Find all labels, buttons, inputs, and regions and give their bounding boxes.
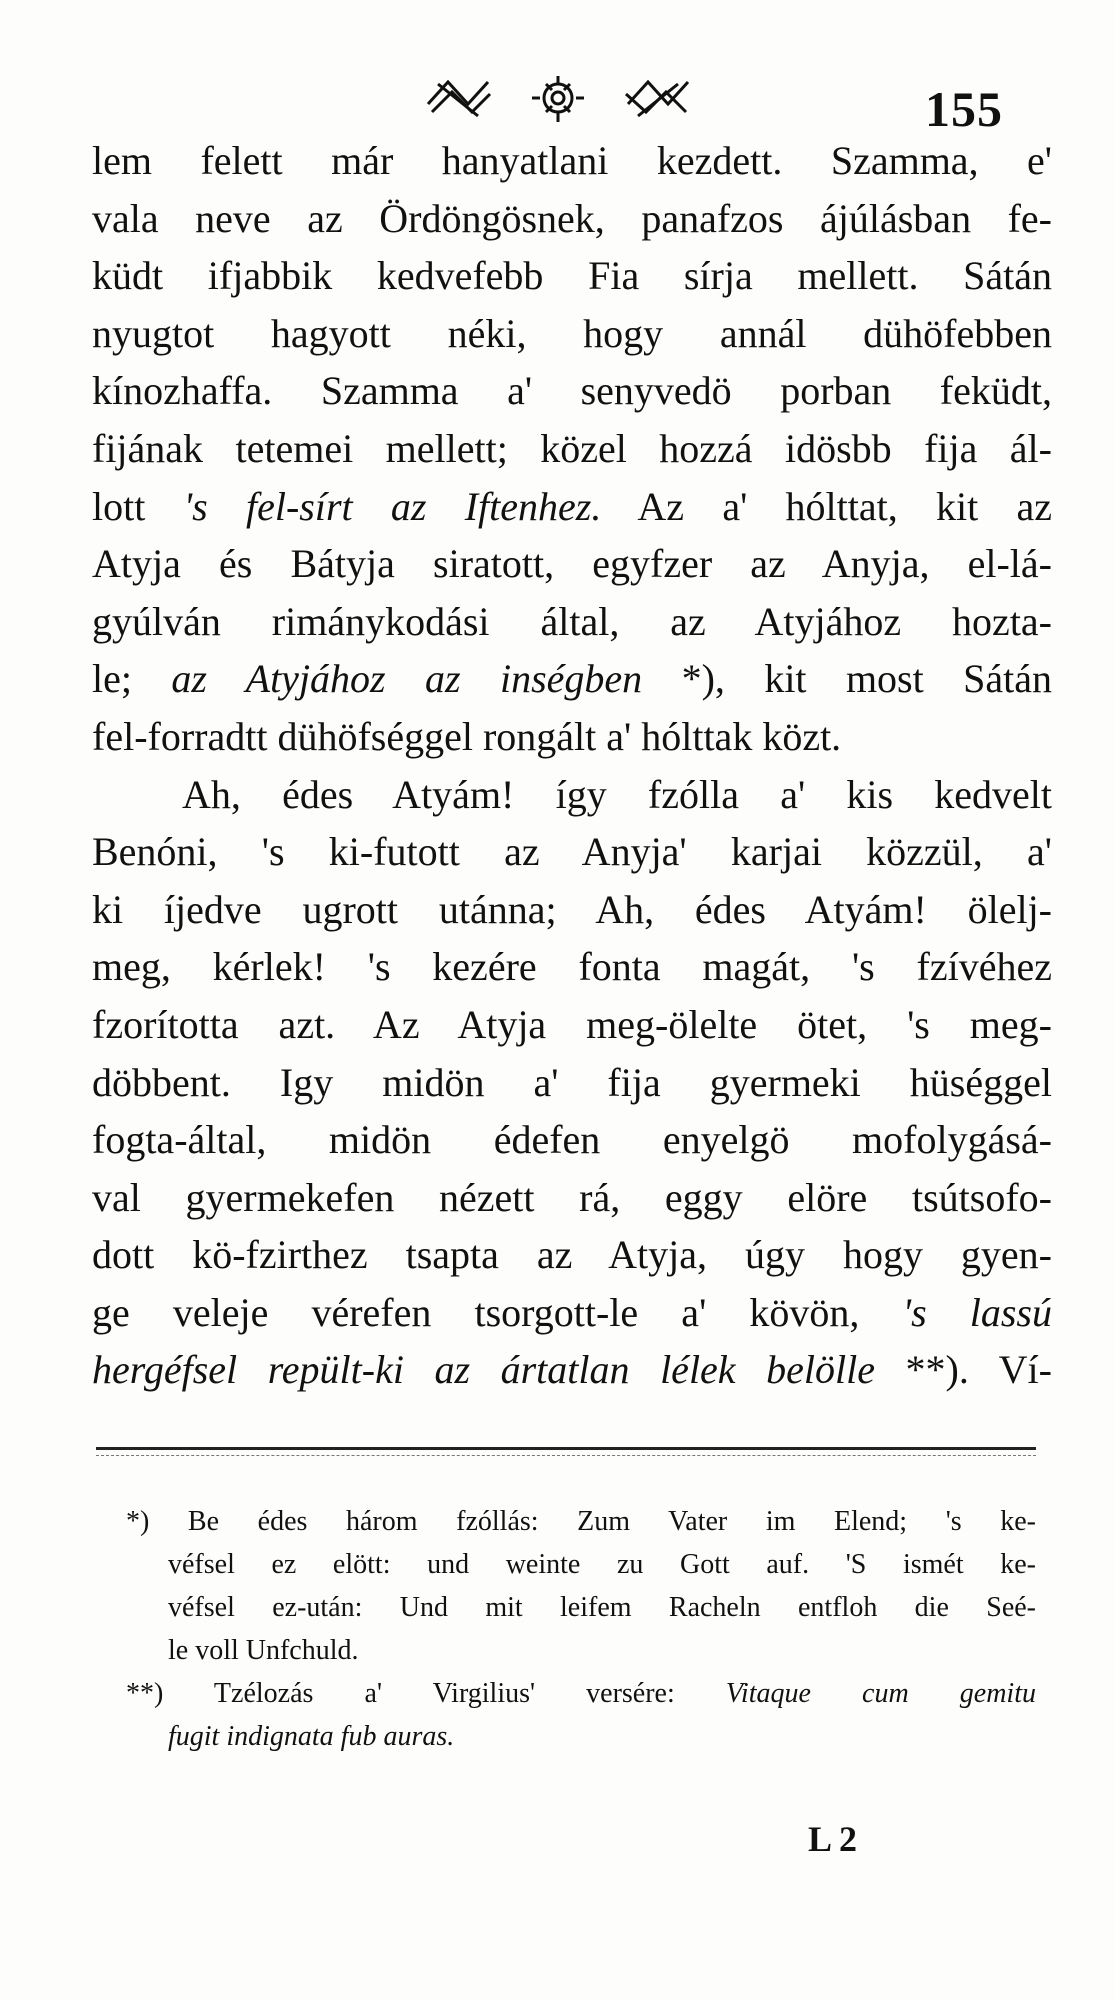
text-line: lem felett már hanyatlani kezdett. Szamma, e' <box>92 138 1052 183</box>
footnotes <box>126 1500 1036 1758</box>
footnote-line <box>126 1672 1036 1715</box>
text-segment: **). Ví- <box>874 1347 1052 1393</box>
italic-segment: Vitaque cum gemitu <box>725 1678 1036 1709</box>
text-line: küdt ifjabbik kedvefebb Fia sírja mellett. Sátán <box>92 253 1052 299</box>
text-line: gyúlván rimánykodási által, az Atyjához hozta- <box>92 598 1052 644</box>
signature-mark: L 2 <box>808 1819 858 1859</box>
text-segment: Az a' hólttat, kit az <box>601 483 1052 529</box>
paragraph-start-line: Ah, édes Atyám! így fzólla a' kis kedvelt <box>182 771 1052 817</box>
footnote-line: véfsel ez-után: Und mit leifem Racheln entfloh die Seé- <box>168 1592 1036 1623</box>
text-line: fogta-által, midön édefen enyelgö mofolygásá- <box>92 1117 1052 1163</box>
text-line <box>92 1284 1052 1342</box>
text-line: dott kö-fzirthez tsapta az Atyja, úgy hogy gyen- <box>92 1232 1052 1278</box>
footnote-divider-secondary <box>96 1455 1036 1456</box>
text-line: val gyermekefen nézett rá, eggy elöre tsútsofo- <box>92 1174 1052 1220</box>
text-segment: *), kit most Sátán <box>642 656 1053 702</box>
text-line: fzorította azt. Az Atyja meg-ölelte ötet, 's meg- <box>92 1001 1052 1047</box>
italic-segment: 's fel-sírt az Iftenhez. <box>183 483 602 529</box>
text-line: kínozhaffa. Szamma a' senyvedö porban feküdt, <box>92 368 1052 414</box>
text-line <box>92 1341 1052 1399</box>
text-line: meg, kérlek! 's kezére fonta magát, 's fzívéhez <box>92 944 1052 990</box>
footnote-line: véfsel ez elött: und weinte zu Gott auf. 'S ismét ke- <box>168 1549 1036 1580</box>
text-line <box>92 478 1052 536</box>
page-header <box>0 64 1115 137</box>
text-line: ki íjedve ugrott utánna; Ah, édes Atyám! ölelj- <box>92 886 1052 932</box>
page-number: 155 <box>925 81 1003 137</box>
text-segment: **) Tzélozás a' Virgilius' versére: <box>126 1678 726 1709</box>
footnote-divider <box>96 1447 1036 1450</box>
text-line: fel-forradtt dühöfséggel rongált a' hólttak közt. <box>92 713 842 759</box>
italic-segment: 's lassú <box>902 1289 1053 1335</box>
text-line: Atyja és Bátyja siratott, egyfzer az Anyja, el-lá- <box>92 541 1052 587</box>
text-segment: le; <box>92 656 172 702</box>
text-line: nyugtot hagyott néki, hogy annál dühöfebben <box>92 310 1052 356</box>
text-line: vala neve az Ördöngösnek, panafzos ájúlásban fe- <box>92 195 1052 241</box>
footnote-line: *) Be édes három fzóllás: Zum Vater im Elend; 's ke- <box>126 1506 1036 1537</box>
text-line: fijának tetemei mellett; közel hozzá idösbb fija ál- <box>92 425 1052 471</box>
text-segment: lott <box>92 483 184 529</box>
text-line <box>92 650 1052 708</box>
footnote-line <box>126 1715 1036 1758</box>
italic-segment: hergéfsel repült-ki az ártatlan lélek belölle <box>92 1347 875 1393</box>
text-line: Benóni, 's ki-futott az Anyja' karjai közzül, a' <box>92 829 1052 875</box>
text-segment: ge veleje vérefen tsorgott-le a' kövön, <box>92 1289 903 1335</box>
italic-segment: fugit indignata fub auras. <box>168 1721 455 1752</box>
italic-segment: az Atyjához az inségben <box>171 656 643 702</box>
footnote-line: le voll Unfchuld. <box>168 1635 359 1666</box>
text-line: döbbent. Igy midön a' fija gyermeki hüséggel <box>92 1059 1052 1105</box>
decorative-ornament-icon <box>418 64 698 130</box>
main-text <box>92 132 1052 1399</box>
